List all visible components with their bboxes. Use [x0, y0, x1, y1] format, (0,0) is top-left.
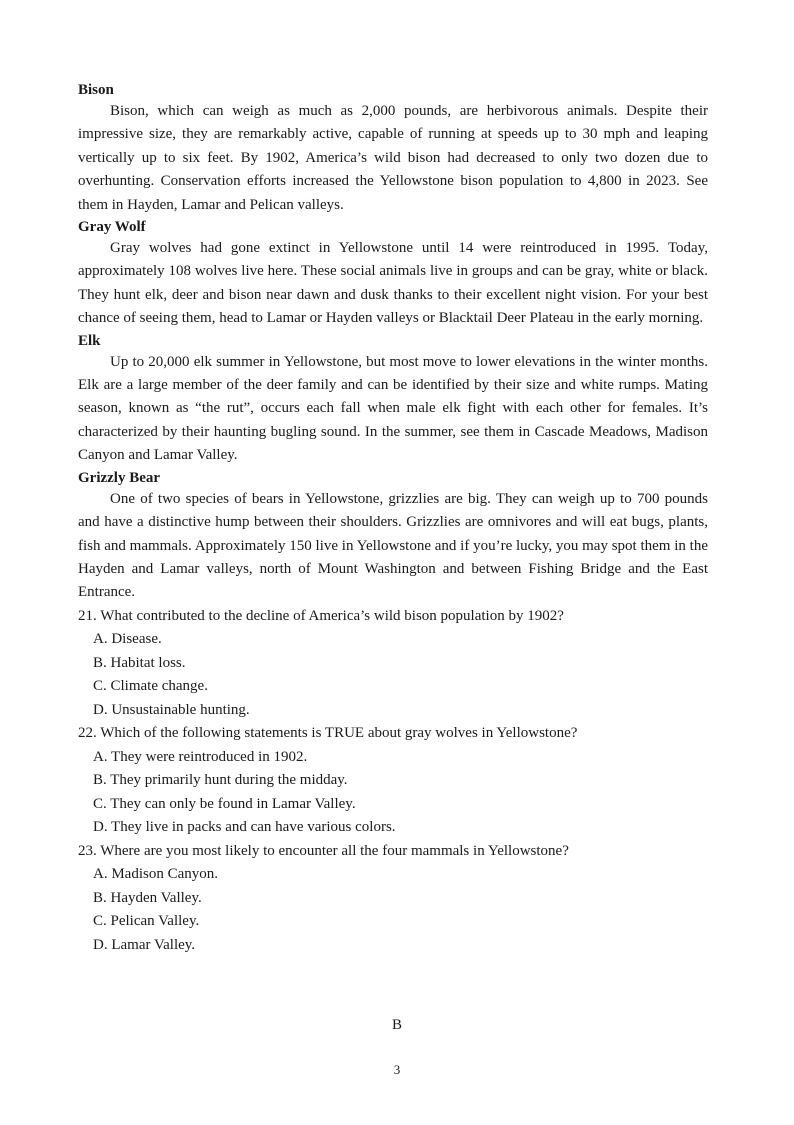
answer-option: B. Habitat loss.: [93, 654, 186, 671]
answer-option: B. They primarily hunt during the midday.: [93, 772, 348, 789]
section-heading: Bison: [78, 82, 114, 98]
section-elk: [78, 331, 708, 468]
answer-option: D. Lamar Valley.: [93, 936, 196, 953]
section-bison: [78, 80, 708, 217]
section-paragraph: Up to 20,000 elk summer in Yellowstone, but most move to lower elevations in the winter months. Elk are a large member of the deer family and can be identified by their size and white rumps. Mating season, known as “the rut”, occurs each fall when male elk fight with each other for females. It’s characterized by their haunting bugling sound. In the summer, see them in Cascade Meadows, Madison Canyon and Lamar Valley.: [78, 353, 708, 464]
answer-option: A. Madison Canyon.: [93, 866, 218, 883]
answer-option: D. They live in packs and can have various colors.: [93, 819, 396, 836]
answer-option: B. Hayden Valley.: [93, 889, 202, 906]
answer-option: A. They were reintroduced in 1902.: [93, 748, 308, 765]
section-heading: Grizzly Bear: [78, 469, 161, 486]
section-marker: B: [391, 1017, 402, 1033]
answer-option: D. Unsustainable hunting.: [93, 701, 250, 718]
question-23: [78, 840, 708, 958]
question-stem: 23. Where are you most likely to encounter all the four mammals in Yellowstone?: [78, 842, 569, 859]
section-paragraph: Gray wolves had gone extinct in Yellowstone until 14 were reintroduced in 1995. Today, approximately 108 wolves live here. These social animals live in groups and can be gray, white or black. They hunt elk, deer and bison near dawn and dusk thanks to their excellent night vision. For your best chance of seeing them, head to Lamar or Hayden valleys or Blacktail Deer Plateau in the early morning.: [78, 240, 708, 327]
answer-option: C. Climate change.: [93, 678, 208, 695]
question-22: [78, 722, 708, 840]
answer-option: C. Pelican Valley.: [93, 913, 200, 930]
section-grizzly-bear: [78, 468, 708, 605]
section-heading: Elk: [78, 332, 101, 349]
question-stem: 21. What contributed to the decline of America’s wild bison population by 1902?: [78, 607, 564, 624]
questions: [78, 605, 708, 958]
article: [78, 80, 708, 605]
section-heading: Gray Wolf: [78, 219, 146, 236]
answer-option: C. They can only be found in Lamar Valley.: [93, 795, 356, 812]
section-paragraph: Bison, which can weigh as much as 2,000 pounds, are herbivorous animals. Despite their impressive size, they are remarkably active, capable of running at speeds up to 30 mph and leaping vertically up to six feet. By 1902, America’s wild bison had decreased to only two dozen due to overhunting. Conservation efforts increased the Yellowstone bison population to 4,800 in 2023. See them in Hayden, Lamar and Pelican valleys.: [78, 103, 708, 213]
question-stem: 22. Which of the following statements is TRUE about gray wolves in Yellowstone?: [78, 725, 578, 742]
answer-option: A. Disease.: [93, 631, 162, 648]
section-paragraph: One of two species of bears in Yellowstone, grizzlies are big. They can weigh up to 700 pounds and have a distinctive hump between their shoulders. Grizzlies are omnivores and will eat bugs, plants, fish and mammals. Approximately 150 live in Yellowstone and if you’re lucky, you may spot them in the Hayden and Lamar valleys, north of Mount Washington and between Fishing Bridge and the East Entrance.: [78, 490, 708, 601]
section-gray-wolf: [78, 217, 708, 331]
page-number: 3: [393, 1062, 401, 1077]
question-21: [78, 605, 708, 723]
exam-page: [78, 80, 708, 957]
